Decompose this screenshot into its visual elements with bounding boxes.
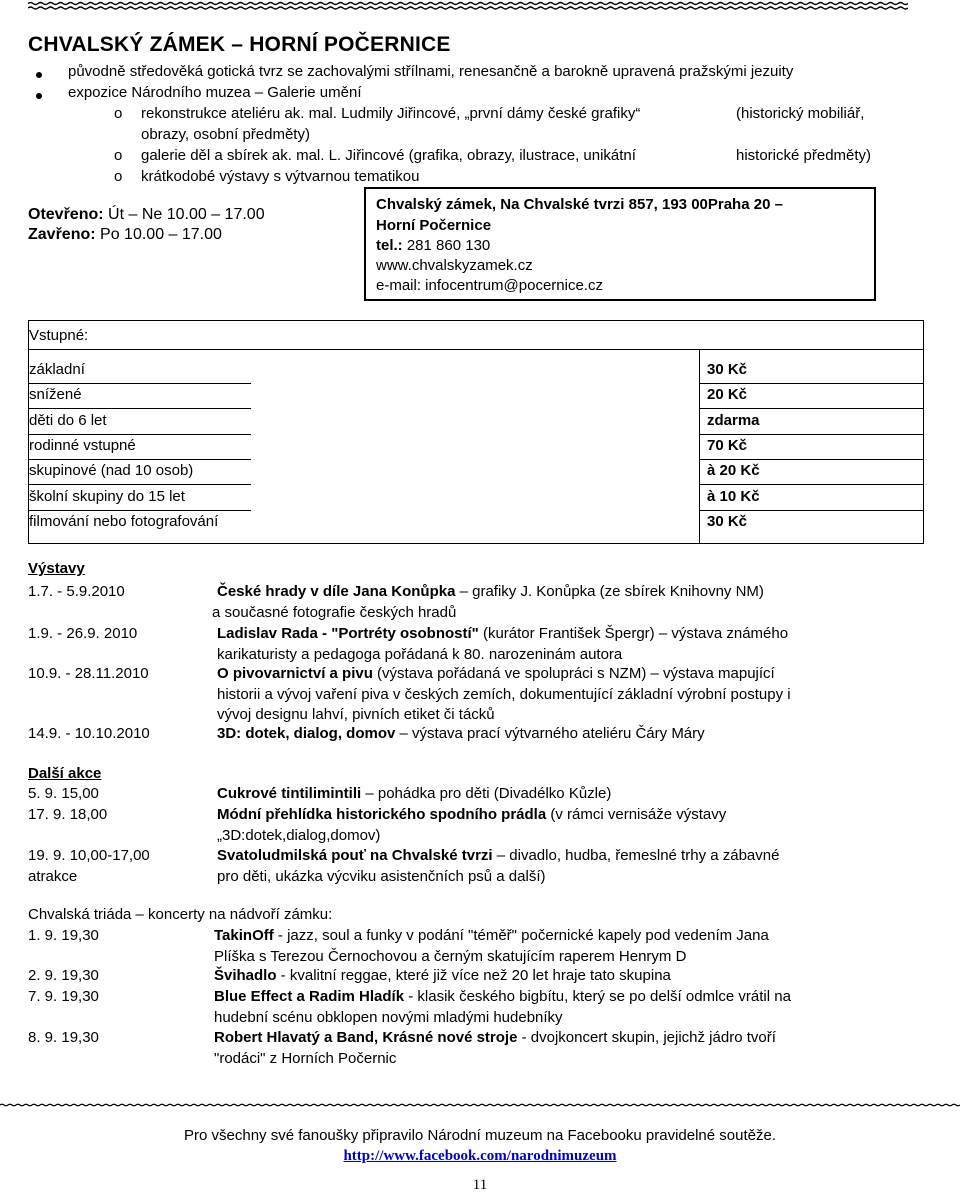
- entry-line: [217, 625, 788, 642]
- entry-description: – divadlo, hudba, řemeslné trhy a zábavné: [492, 847, 780, 864]
- top-wave-divider: [28, 0, 908, 12]
- entry-line: [217, 785, 611, 802]
- bullet-item: původně středověká gotická tvrz se zachovalými střílnami, renesančně a barokně upravená pražskými jezuity: [68, 63, 794, 80]
- entry-title: Blue Effect a Radim Hladík: [214, 988, 405, 1005]
- entry-title: Švihadlo: [214, 967, 277, 984]
- phone-value: 281 860 130: [406, 237, 491, 254]
- entry-line: [217, 806, 726, 823]
- admission-row: [29, 386, 923, 411]
- entry-title: Svatoludmilská pouť na Chvalské tvrzi: [217, 847, 493, 864]
- sub-bullet-marker: o: [114, 105, 123, 122]
- entry-description: - klasik českého bigbítu, který se po delší odmlce vrátil na: [404, 988, 791, 1005]
- entry-description: - dvojkoncert skupin, jejichž jádro tvoří: [517, 1029, 776, 1046]
- sub-item: rekonstrukce ateliéru ak. mal. Ludmily Jiřincové, „první dámy české grafiky“: [141, 105, 641, 122]
- entry-continuation: Plíška s Terezou Černochovou a černým skatujícím raperem Henrym D: [214, 947, 687, 965]
- admission-category: děti do 6 let: [29, 412, 107, 429]
- admission-row: [29, 513, 923, 538]
- section-heading-events: Další akce: [28, 765, 102, 782]
- entry-description: - jazz, soul a funky v podání "téměř" počernické kapely pod vedením Jana: [273, 927, 769, 944]
- entry-date: 14.9. - 10.10.2010: [28, 725, 150, 742]
- entry-line: [217, 665, 775, 682]
- sub-item: obrazy, osobní předměty): [141, 126, 310, 143]
- row-separator: [29, 459, 251, 460]
- entry-continuation: a současné fotografie českých hradů: [212, 603, 457, 621]
- entry-line: [217, 847, 779, 864]
- entry-title: Cukrové tintilimintili: [217, 785, 362, 802]
- entry-description: – pohádka pro děti (Divadélko Kůzle): [361, 785, 612, 802]
- closing-hours: [28, 226, 222, 244]
- entry-date: 1.7. - 5.9.2010: [28, 583, 125, 600]
- entry-continuation: karikaturisty a pedagoga pořádaná k 80. narozeninám autora: [217, 645, 623, 663]
- closed-label: Zavřeno:: [28, 226, 96, 243]
- entry-date: 17. 9. 18,00: [28, 806, 108, 823]
- admission-category: rodinné vstupné: [29, 437, 136, 454]
- row-separator: [699, 510, 923, 511]
- entry-date: 1.9. - 26.9. 2010: [28, 625, 138, 642]
- section-heading-concerts: Chvalská triáda – koncerty na nádvoří zámku:: [28, 906, 333, 923]
- sub-item: (historický mobiliář,: [736, 105, 865, 122]
- divider: [29, 349, 923, 350]
- admission-row: [29, 412, 923, 437]
- bullet-dot: [36, 72, 42, 78]
- bullet-dot: [36, 93, 42, 99]
- facebook-link[interactable]: http://www.facebook.com/narodnimuzeum: [343, 1148, 617, 1164]
- row-separator: [699, 484, 923, 485]
- footer-text: Pro všechny své fanoušky připravilo Národní muzeum na Facebooku pravidelné soutěže.: [184, 1127, 776, 1144]
- row-separator: [699, 383, 923, 384]
- entry-description: – výstava prací výtvarného ateliéru Čáry Máry: [395, 725, 705, 742]
- phone-label: tel.:: [376, 237, 403, 254]
- entry-continuation: vývoj designu lahví, pivních etiket či tácků: [217, 706, 495, 723]
- admission-category: školní skupiny do 15 let: [29, 488, 185, 505]
- closed-value: Po 10.00 – 17.00: [100, 226, 222, 243]
- admission-price: 20 Kč: [707, 386, 748, 403]
- row-separator: [29, 408, 251, 409]
- entry-title: Robert Hlavatý a Band, Krásné nové stroje: [214, 1029, 518, 1046]
- entry-line: [214, 1029, 776, 1046]
- entry-date: atrakce: [28, 867, 78, 885]
- entry-line: [214, 967, 671, 984]
- open-value: Út – Ne 10.00 – 17.00: [108, 206, 265, 223]
- row-separator: [699, 434, 923, 435]
- open-label: Otevřeno:: [28, 206, 104, 223]
- row-separator: [29, 434, 251, 435]
- admission-category: filmování nebo fotografování: [29, 513, 219, 530]
- sub-bullet-marker: o: [114, 168, 123, 185]
- contact-box: [364, 187, 876, 301]
- entry-continuation: hudební scénu obklopen novými mladými hudebníky: [214, 1008, 563, 1026]
- address-line: Horní Počernice: [376, 217, 492, 234]
- admission-row: [29, 462, 923, 487]
- opening-hours: [28, 206, 265, 224]
- phone: [376, 237, 490, 254]
- entry-date: 5. 9. 15,00: [28, 785, 99, 802]
- row-separator: [29, 510, 251, 511]
- entry-continuation: "rodáci" z Horních Počernic: [214, 1049, 397, 1067]
- admission-category: základní: [29, 361, 85, 378]
- admission-price: 70 Kč: [707, 437, 748, 454]
- entry-line: [214, 927, 769, 944]
- admission-heading: Vstupné:: [29, 327, 89, 344]
- address-line: Chvalský zámek, Na Chvalské tvrzi 857, 193 00Praha 20 –: [376, 196, 783, 213]
- sub-item: historické předměty): [736, 147, 872, 164]
- row-separator: [29, 383, 251, 384]
- entry-date: 1. 9. 19,30: [28, 927, 99, 944]
- row-separator: [699, 459, 923, 460]
- section-heading-exhibitions: Výstavy: [28, 560, 85, 577]
- entry-title: České hrady v díle Jana Konůpka: [217, 583, 456, 600]
- sub-bullet-marker: o: [114, 147, 123, 164]
- admission-price: 30 Kč: [707, 361, 748, 378]
- entry-description: - kvalitní reggae, které již více než 20 let hraje tato skupina: [276, 967, 671, 984]
- entry-date: 2. 9. 19,30: [28, 967, 99, 984]
- entry-description: (v rámci vernisáže výstavy: [546, 806, 727, 823]
- admission-category: skupinové (nad 10 osob): [29, 462, 194, 479]
- row-separator: [699, 408, 923, 409]
- entry-title: TakinOff: [214, 927, 274, 944]
- admission-row: [29, 361, 923, 386]
- entry-description: (výstava pořádaná ve spolupráci s NZM) – výstava mapující: [372, 665, 775, 682]
- entry-date: 8. 9. 19,30: [28, 1029, 99, 1046]
- admission-price: à 10 Kč: [707, 488, 760, 505]
- entry-line: [217, 583, 764, 600]
- bottom-divider: [0, 1101, 960, 1109]
- bullet-item: expozice Národního muzea – Galerie umění: [68, 84, 362, 101]
- admission-table: [28, 320, 924, 544]
- admission-price: zdarma: [707, 412, 760, 429]
- website[interactable]: www.chvalskyzamek.cz: [376, 257, 533, 274]
- entry-date: 10.9. - 28.11.2010: [28, 665, 149, 682]
- page-number: 11: [472, 1177, 488, 1193]
- entry-description: (kurátor František Špergr) – výstava známého: [478, 625, 789, 642]
- email[interactable]: e-mail: infocentrum@pocernice.cz: [376, 277, 603, 294]
- entry-title: Ladislav Rada - "Portréty osobností": [217, 625, 479, 642]
- entry-line: [217, 725, 705, 742]
- entry-title: O pivovarnictví a pivu: [217, 665, 373, 682]
- entry-title: Módní přehlídka historického spodního prádla: [217, 806, 547, 823]
- entry-continuation: „3D:dotek,dialog,domov): [217, 826, 381, 844]
- entry-title: 3D: dotek, dialog, domov: [217, 725, 396, 742]
- entry-continuation: historii a vývoj vaření piva v českých zemích, dokumentující základní výrobní postupy i: [217, 685, 791, 703]
- sub-item: galerie děl a sbírek ak. mal. L. Jiřincové (grafika, obrazy, ilustrace, unikátní: [141, 147, 636, 164]
- admission-category: snížené: [29, 386, 82, 403]
- entry-date: 19. 9. 10,00-17,00: [28, 847, 150, 864]
- admission-price: à 20 Kč: [707, 462, 760, 479]
- sub-item: krátkodobé výstavy s výtvarnou tematikou: [141, 168, 420, 185]
- entry-continuation: pro děti, ukázka výcviku asistenčních psů a další): [217, 867, 546, 885]
- page-title: CHVALSKÝ ZÁMEK – HORNÍ POČERNICE: [28, 33, 451, 56]
- admission-price: 30 Kč: [707, 513, 748, 530]
- entry-line: [214, 988, 791, 1005]
- row-separator: [29, 484, 251, 485]
- admission-row: [29, 488, 923, 513]
- admission-row: [29, 437, 923, 462]
- entry-date: 7. 9. 19,30: [28, 988, 99, 1005]
- entry-description: – grafiky J. Konůpka (ze sbírek Knihovny NM): [455, 583, 764, 600]
